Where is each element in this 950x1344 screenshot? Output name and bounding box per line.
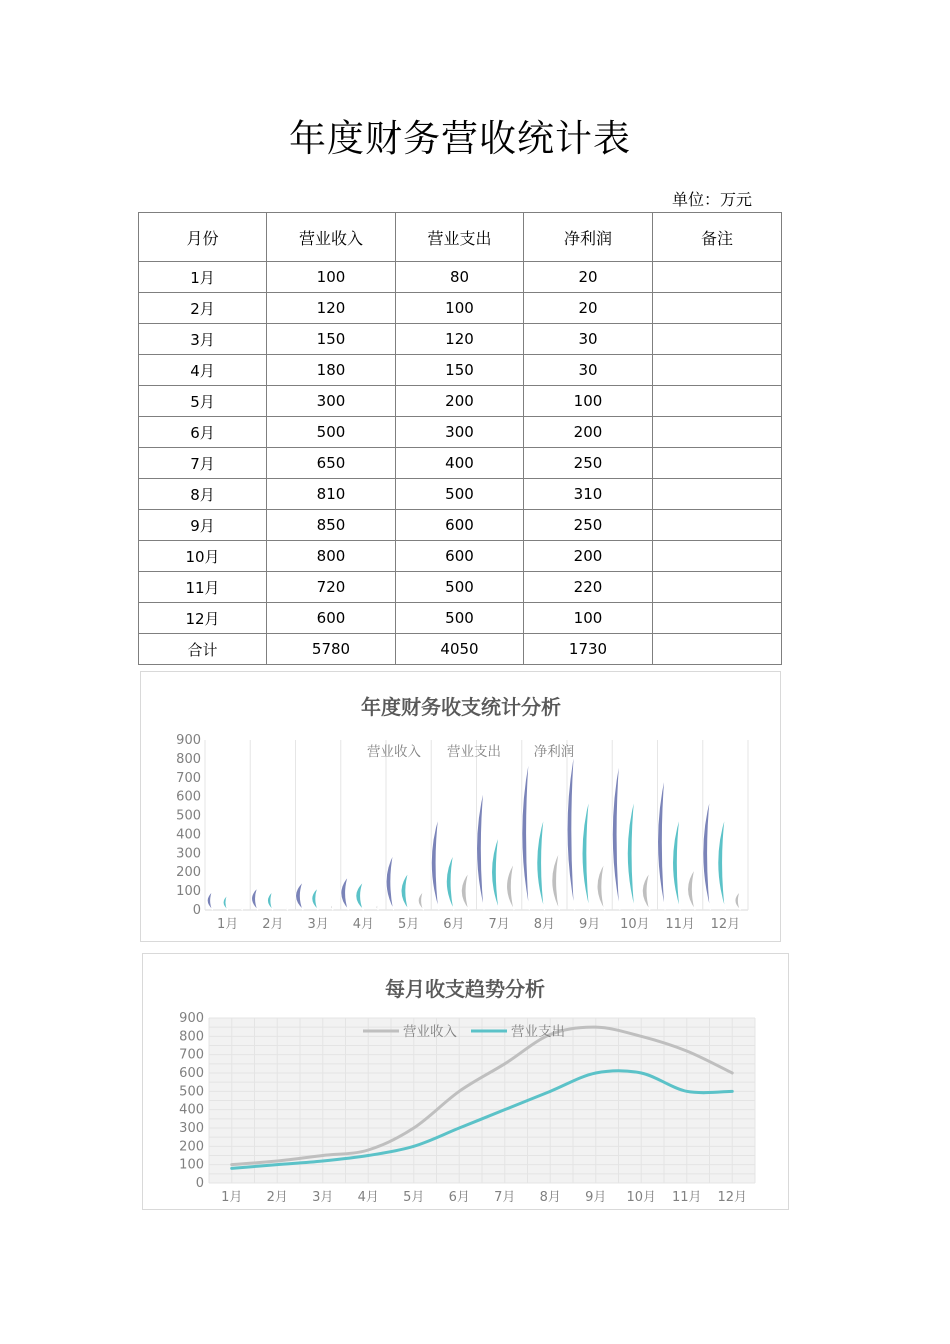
bar-profit	[376, 904, 378, 910]
table-row	[139, 417, 782, 448]
cell-profit: 20	[524, 262, 653, 293]
y-tick-label: 800	[176, 751, 201, 767]
bar-expense	[718, 816, 726, 910]
cell-profit: 30	[524, 355, 653, 386]
cell-expense: 80	[396, 262, 524, 293]
cell-revenue: 600	[267, 603, 396, 634]
bar-profit	[461, 872, 469, 910]
document-title: 年度财务营收统计表	[289, 117, 631, 160]
table-row	[139, 293, 782, 324]
bar-chart-panel	[140, 671, 781, 942]
header-expense: 营业支出	[396, 213, 524, 262]
bar-revenue	[341, 876, 349, 910]
bar-expense	[492, 834, 500, 910]
cell-expense: 200	[396, 386, 524, 417]
bar-expense	[446, 853, 454, 910]
header-month: 月份	[139, 213, 267, 262]
cell-revenue: 650	[267, 448, 396, 479]
table-row	[139, 355, 782, 386]
bar-chart	[141, 672, 780, 941]
bar-profit	[418, 891, 423, 910]
x-tick-label: 12月	[710, 917, 741, 932]
table-row	[139, 541, 782, 572]
x-tick-label: 5月	[403, 1190, 425, 1205]
cell-profit: 100	[524, 386, 653, 417]
table-total-row	[139, 634, 782, 665]
bar-expense	[356, 882, 364, 910]
cell-expense: 500	[396, 603, 524, 634]
y-tick-label: 400	[176, 827, 201, 843]
bar-revenue	[296, 882, 304, 910]
cell-profit: 220	[524, 572, 653, 603]
cell-month: 11月	[139, 572, 267, 603]
cell-month: 4月	[139, 355, 267, 386]
header-remark: 备注	[653, 213, 782, 262]
finance-table	[138, 212, 782, 665]
y-tick-label: 500	[176, 808, 201, 824]
cell-remark	[653, 293, 782, 324]
x-tick-label: 9月	[585, 1190, 607, 1205]
cell-revenue: 300	[267, 386, 396, 417]
cell-revenue: 100	[267, 262, 396, 293]
cell-month: 8月	[139, 479, 267, 510]
table-row	[139, 510, 782, 541]
x-tick-label: 12月	[717, 1190, 748, 1205]
cell-profit: 250	[524, 448, 653, 479]
cell-expense: 500	[396, 572, 524, 603]
x-tick-label: 4月	[357, 1190, 379, 1205]
cell-month: 9月	[139, 510, 267, 541]
x-tick-label: 4月	[352, 917, 375, 932]
bar-expense	[267, 891, 272, 910]
bar-expense	[223, 895, 228, 910]
cell-expense: 600	[396, 541, 524, 572]
table-row	[139, 603, 782, 634]
x-tick-label: 1月	[221, 1190, 243, 1205]
table-row	[139, 262, 782, 293]
x-tick-label: 9月	[578, 917, 601, 932]
cell-expense: 150	[396, 355, 524, 386]
cell-expense: 600	[396, 510, 524, 541]
legend-item-label: 营业收入	[367, 744, 421, 760]
cell-remark	[653, 541, 782, 572]
y-tick-label: 500	[179, 1084, 204, 1100]
bar-profit	[597, 863, 605, 910]
cell-remark	[653, 417, 782, 448]
y-tick-label: 800	[179, 1029, 204, 1045]
chart-title: 年度财务收支统计分析	[361, 695, 561, 719]
legend-item-label: 净利润	[533, 744, 575, 760]
bar-expense	[401, 872, 409, 910]
x-tick-label: 11月	[671, 1190, 702, 1205]
x-tick-label: 2月	[266, 1190, 288, 1205]
y-tick-label: 400	[179, 1102, 204, 1118]
y-tick-label: 300	[176, 846, 201, 862]
x-tick-label: 5月	[397, 917, 420, 932]
bar-revenue	[612, 759, 620, 910]
cell-remark	[653, 603, 782, 634]
bar-profit	[507, 863, 515, 910]
bar-revenue	[658, 774, 666, 910]
line-chart-panel	[142, 953, 789, 1210]
bar-revenue	[477, 787, 485, 910]
bar-profit	[241, 906, 243, 910]
cell-revenue: 810	[267, 479, 396, 510]
cell-profit: 30	[524, 324, 653, 355]
y-tick-label: 900	[176, 733, 201, 748]
cell-revenue: 180	[267, 355, 396, 386]
cell-revenue: 800	[267, 541, 396, 572]
x-tick-label: 3月	[307, 917, 329, 932]
cell-profit: 200	[524, 541, 653, 572]
cell-expense: 500	[396, 479, 524, 510]
cell-revenue: 850	[267, 510, 396, 541]
y-tick-label: 100	[176, 884, 201, 900]
cell-remark	[653, 355, 782, 386]
cell-profit: 100	[524, 603, 653, 634]
cell-remark	[653, 324, 782, 355]
cell-revenue: 500	[267, 417, 396, 448]
table-row	[139, 479, 782, 510]
table-row	[139, 324, 782, 355]
x-tick-label: 8月	[539, 1190, 561, 1205]
cell-revenue: 120	[267, 293, 396, 324]
cell-remark	[653, 448, 782, 479]
y-tick-label: 200	[179, 1139, 204, 1155]
bar-profit	[331, 904, 333, 910]
y-tick-label: 700	[176, 770, 201, 786]
cell-remark	[653, 386, 782, 417]
table-row	[139, 572, 782, 603]
x-tick-label: 1月	[216, 917, 239, 932]
bar-expense	[537, 816, 545, 910]
cell-revenue: 5780	[267, 634, 396, 665]
cell-remark	[653, 572, 782, 603]
bar-expense	[312, 887, 318, 910]
y-tick-label: 300	[179, 1121, 204, 1136]
legend-item-label: 营业支出	[511, 1024, 565, 1040]
bar-profit	[642, 872, 650, 910]
cell-remark	[653, 262, 782, 293]
cell-revenue: 150	[267, 324, 396, 355]
y-tick-label: 100	[179, 1157, 204, 1173]
cell-month: 1月	[139, 262, 267, 293]
bar-expense	[627, 797, 635, 910]
cell-month: 5月	[139, 386, 267, 417]
cell-remark	[653, 634, 782, 665]
x-tick-label: 7月	[494, 1190, 516, 1205]
cell-expense: 400	[396, 448, 524, 479]
bar-revenue	[567, 749, 575, 910]
unit-label: 单位：万元	[672, 190, 753, 209]
bar-profit	[735, 891, 740, 910]
x-tick-label: 10月	[626, 1190, 657, 1205]
cell-profit: 20	[524, 293, 653, 324]
y-tick-label: 600	[176, 789, 201, 805]
bar-revenue	[431, 816, 439, 910]
cell-remark	[653, 479, 782, 510]
x-tick-label: 11月	[665, 917, 695, 932]
cell-expense: 300	[396, 417, 524, 448]
bar-revenue	[703, 797, 711, 910]
bar-revenue	[386, 853, 394, 910]
bar-expense	[673, 816, 681, 910]
table-row	[139, 386, 782, 417]
cell-expense: 120	[396, 324, 524, 355]
x-tick-label: 6月	[448, 1190, 470, 1205]
cell-month: 2月	[139, 293, 267, 324]
cell-profit: 200	[524, 417, 653, 448]
y-tick-label: 0	[192, 903, 201, 918]
header-revenue: 营业收入	[267, 213, 396, 262]
y-tick-label: 900	[179, 1011, 204, 1026]
x-tick-label: 7月	[488, 917, 510, 932]
cell-expense: 4050	[396, 634, 524, 665]
y-tick-label: 0	[195, 1176, 204, 1191]
x-tick-label: 8月	[533, 917, 556, 932]
cell-month: 合计	[139, 634, 267, 665]
cell-expense: 100	[396, 293, 524, 324]
cell-month: 3月	[139, 324, 267, 355]
bar-expense	[582, 797, 590, 910]
legend-item-label: 营业支出	[447, 744, 501, 760]
cell-month: 7月	[139, 448, 267, 479]
legend-item-label: 营业收入	[403, 1024, 457, 1040]
x-tick-label: 6月	[443, 917, 465, 932]
bar-revenue	[252, 887, 258, 910]
cell-remark	[653, 510, 782, 541]
line-chart	[143, 954, 788, 1209]
cell-profit: 250	[524, 510, 653, 541]
table-header-row	[139, 213, 782, 262]
bar-revenue	[522, 757, 530, 910]
x-tick-label: 2月	[262, 917, 284, 932]
y-tick-label: 600	[179, 1066, 204, 1081]
x-tick-label: 10月	[620, 917, 650, 932]
cell-profit: 310	[524, 479, 653, 510]
cell-month: 6月	[139, 417, 267, 448]
cell-revenue: 720	[267, 572, 396, 603]
header-profit: 净利润	[524, 213, 653, 262]
y-tick-label: 200	[176, 865, 201, 881]
y-tick-label: 700	[179, 1047, 204, 1063]
bar-profit	[688, 868, 696, 910]
cell-profit: 1730	[524, 634, 653, 665]
cell-month: 10月	[139, 541, 267, 572]
cell-month: 12月	[139, 603, 267, 634]
chart-title: 每月收支趋势分析	[385, 977, 545, 1001]
x-tick-label: 3月	[312, 1190, 334, 1205]
bar-profit	[552, 851, 560, 910]
bar-revenue	[207, 891, 212, 910]
bar-profit	[286, 906, 288, 910]
table-row	[139, 448, 782, 479]
